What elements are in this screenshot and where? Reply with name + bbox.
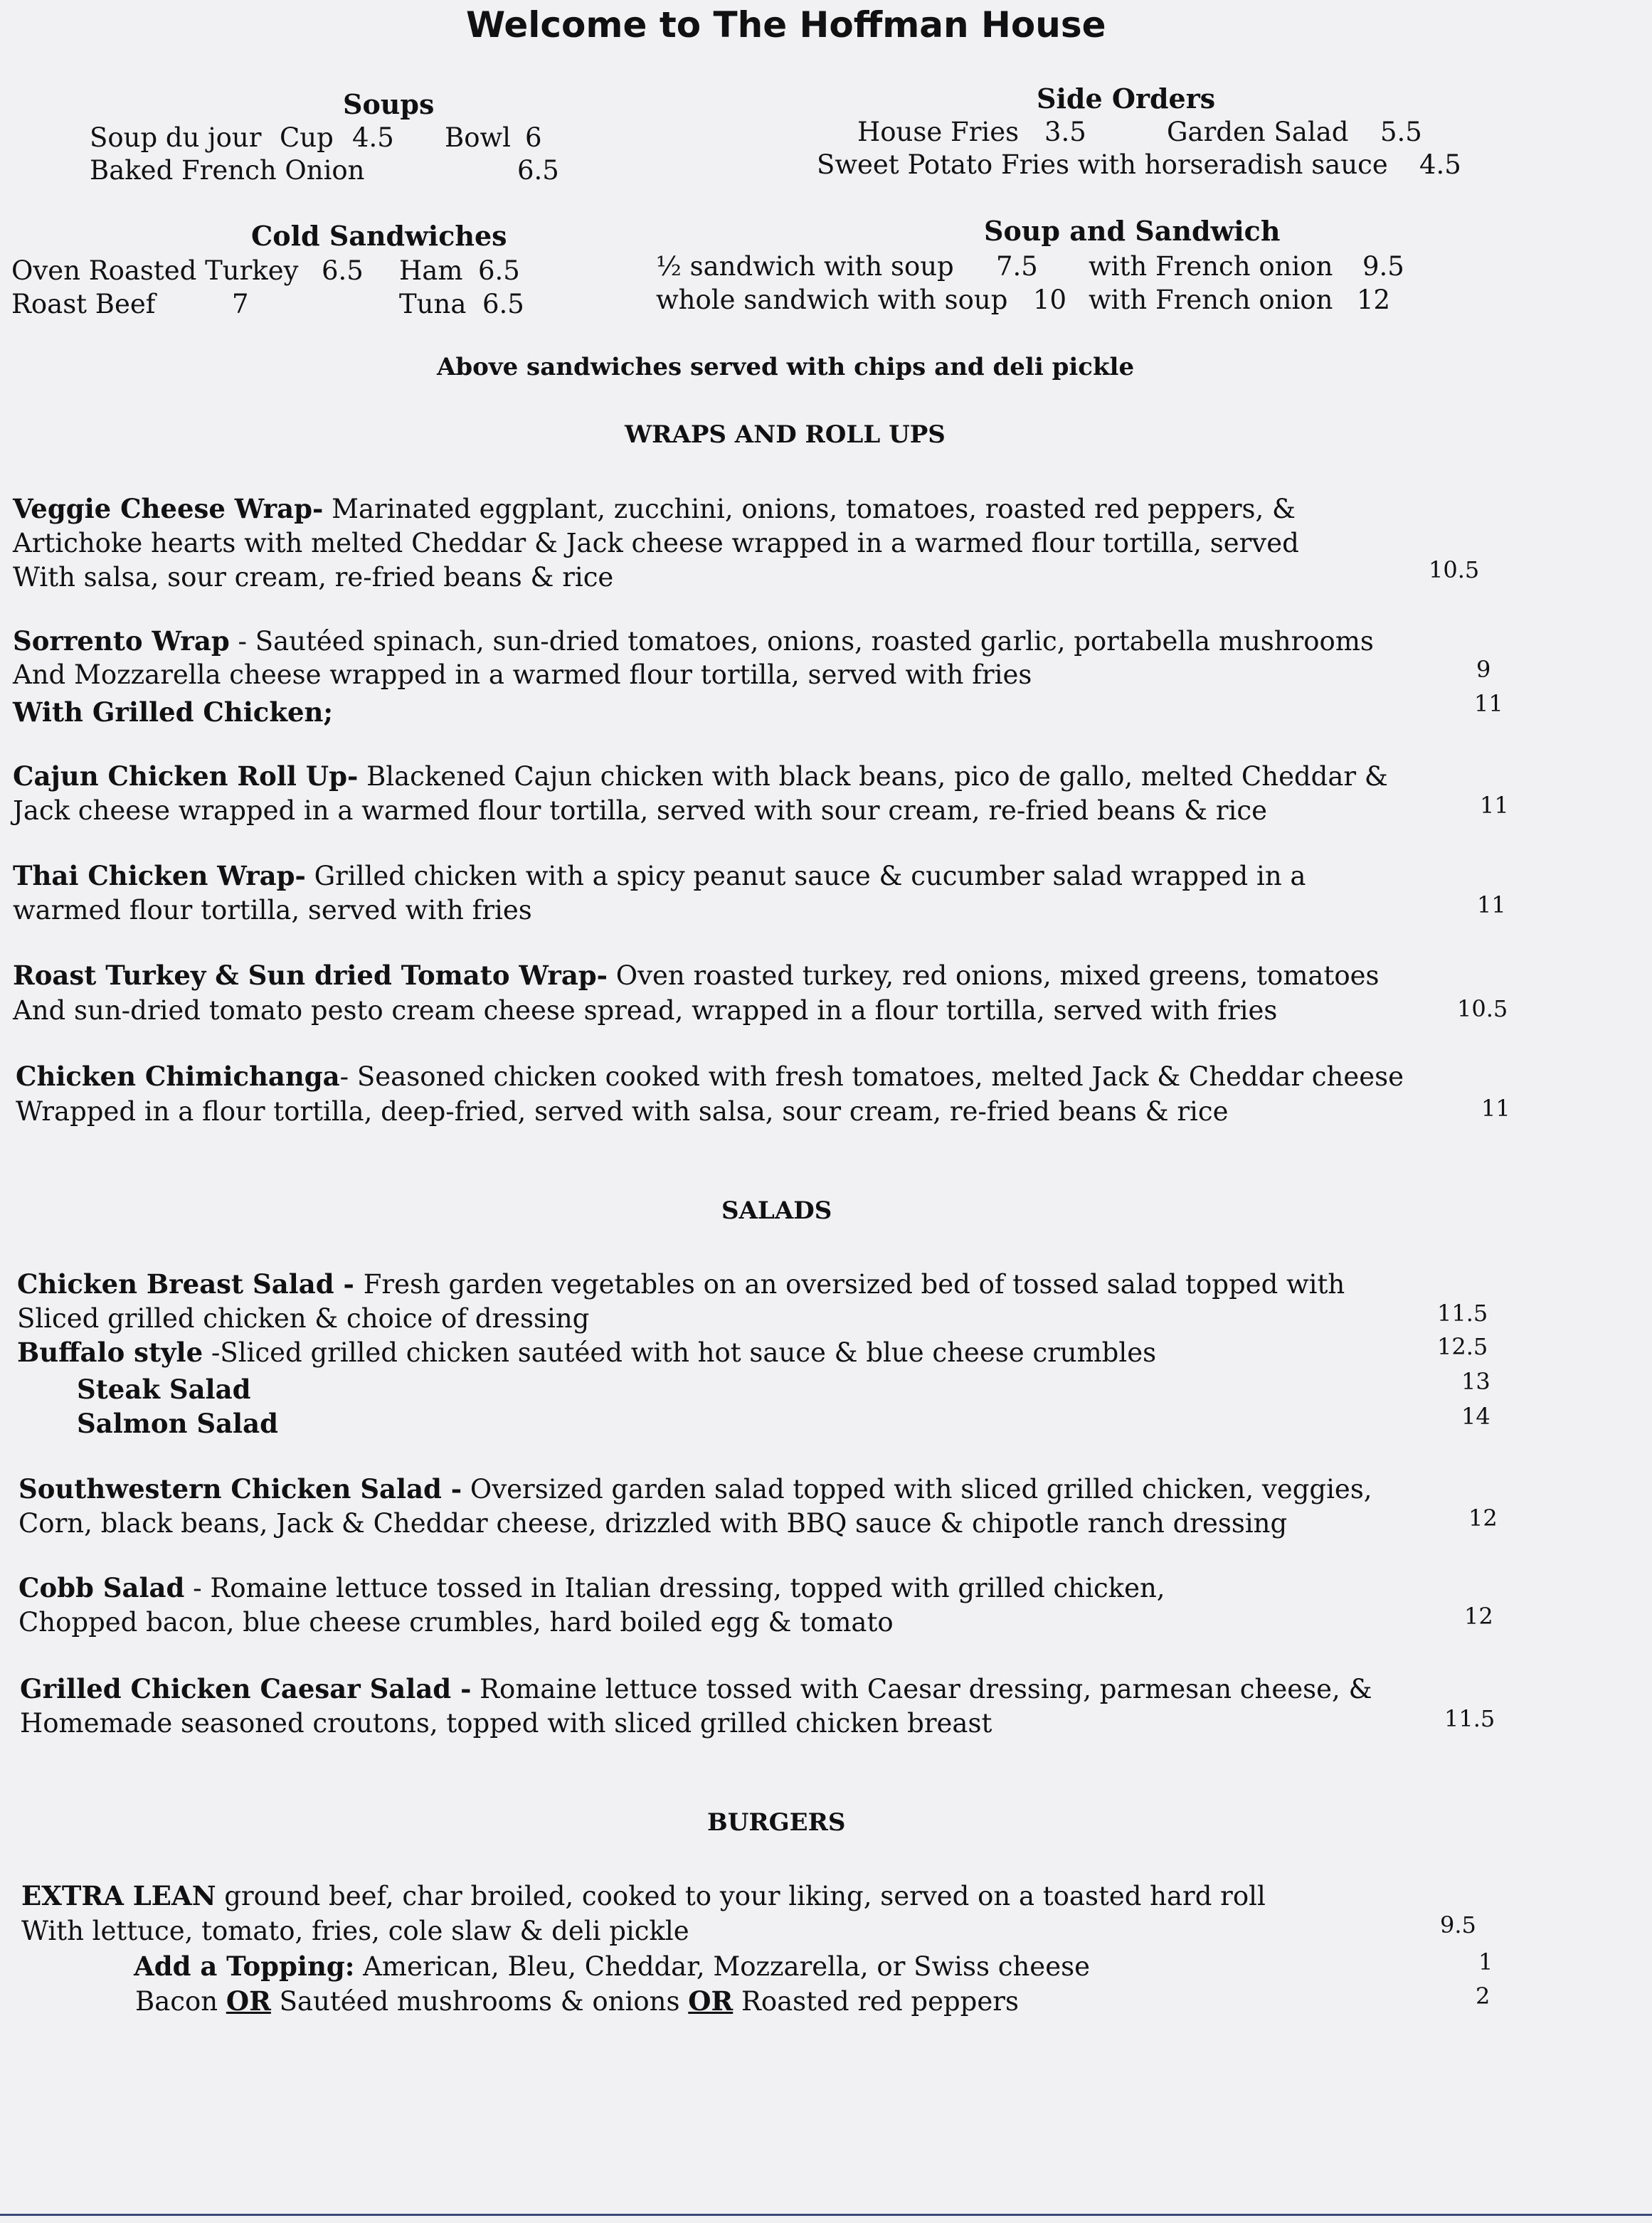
salad-cobb-line2: Chopped bacon, blue cheese crumbles, hard boiled egg & tomato (18, 1607, 894, 1638)
wrap-cajun-price: 11 (1480, 792, 1509, 819)
garden-salad-price: 5.5 (1380, 117, 1422, 147)
wrap-sorrento-addon: With Grilled Chicken; (13, 696, 334, 728)
salad-chicken-breast-desc: Fresh garden vegetables on an oversized bed of tossed salad topped with (363, 1269, 1345, 1300)
house-fries-price: 3.5 (1044, 117, 1086, 147)
burger-or-2: OR (688, 1985, 734, 2017)
salad-cobb-price: 12 (1464, 1603, 1493, 1630)
burger-topping-price: 1 (1478, 1948, 1493, 1975)
salad-chicken-breast-name: Chicken Breast Salad - (17, 1268, 364, 1300)
salad-southwestern-line1 (18, 1473, 1372, 1505)
burger-bacon: Bacon (135, 1986, 226, 2017)
wrap-sorrento-line2: And Mozzarella cheese wrapped in a warmed flour tortilla, served with fries (13, 659, 1032, 690)
wrap-sorrento-addon-price: 11 (1474, 690, 1503, 717)
salad-southwestern-price: 12 (1468, 1505, 1498, 1532)
soup-bowl-price: 6 (525, 122, 542, 153)
wrap-sorrento-name: Sorrento Wrap (13, 625, 230, 657)
soup-du-jour: Soup du jour (90, 122, 262, 153)
salad-steak-name: Steak Salad (77, 1374, 251, 1405)
salad-southwestern-name: Southwestern Chicken Salad - (18, 1473, 462, 1505)
wrap-sorrento-price: 9 (1476, 656, 1491, 683)
wrap-veggie-name: Veggie Cheese Wrap- (13, 493, 324, 524)
whole-sandwich-soup-price: 10 (1033, 285, 1067, 315)
salads-heading: SALADS (721, 1197, 832, 1225)
wrap-veggie-line1 (13, 493, 1296, 524)
side-orders-heading: Side Orders (1037, 83, 1216, 115)
turkey-sandwich-price: 6.5 (322, 255, 364, 286)
wrap-chimichanga-name: Chicken Chimichanga (16, 1061, 340, 1092)
ham-sandwich-price: 6.5 (478, 255, 520, 286)
whole-sandwich-soup: whole sandwich with soup (656, 285, 1008, 315)
burger-line2: With lettuce, tomato, fries, cole slaw & deli pickle (21, 1916, 689, 1946)
whole-sandwich-french-onion-price: 12 (1357, 285, 1391, 315)
burger-price: 9.5 (1440, 1911, 1476, 1938)
salad-buffalo-desc: -Sliced grilled chicken sautéed with hot sauce & blue cheese crumbles (203, 1337, 1157, 1368)
salad-caesar-line1 (20, 1673, 1372, 1704)
wrap-veggie-price: 10.5 (1429, 556, 1480, 583)
wrap-thai-line2: warmed flour tortilla, served with fries (13, 895, 532, 925)
salad-cobb-name: Cobb Salad (18, 1572, 185, 1603)
soup-cup-price: 4.5 (352, 122, 394, 153)
wrap-sorrento-line1 (13, 625, 1374, 657)
salad-steak-price: 13 (1461, 1368, 1490, 1395)
half-sandwich-french-onion: with French onion (1089, 251, 1333, 282)
half-sandwich-soup: ½ sandwich with soup (656, 251, 954, 282)
salad-buffalo-price: 12.5 (1437, 1333, 1488, 1360)
house-fries: House Fries (857, 117, 1020, 147)
wrap-chimichanga-desc: - Seasoned chicken cooked with fresh tomatoes, melted Jack & Cheddar cheese (339, 1061, 1404, 1092)
burger-peppers: Roasted red peppers (733, 1986, 1019, 2017)
salad-caesar-desc: Romaine lettuce tossed with Caesar dressing, parmesan cheese, & (471, 1674, 1372, 1704)
wrap-veggie-line2: Artichoke hearts with melted Cheddar & Jack cheese wrapped in a warmed flour tortilla, served (13, 528, 1299, 558)
burger-desc: ground beef, char broiled, cooked to your liking, served on a toasted hard roll (216, 1881, 1266, 1911)
salad-cobb-line1 (18, 1572, 1165, 1603)
wrap-turkey-desc: Oven roasted turkey, red onions, mixed greens, tomatoes (608, 960, 1380, 991)
cold-sandwiches-heading: Cold Sandwiches (251, 220, 507, 252)
wrap-thai-desc: Grilled chicken with a spicy peanut sauce & cucumber salad wrapped in a (305, 861, 1306, 891)
garden-salad: Garden Salad (1167, 117, 1349, 147)
burger-topping-line (134, 1953, 1090, 1980)
soup-bowl-label: Bowl (445, 122, 511, 153)
soups-heading: Soups (343, 88, 435, 120)
salad-salmon-name: Salmon Salad (77, 1408, 278, 1439)
half-sandwich-soup-price: 7.5 (996, 251, 1038, 282)
wrap-cajun-name: Cajun Chicken Roll Up- (13, 760, 359, 792)
wrap-veggie-line3: With salsa, sour cream, re-fried beans & rice (13, 562, 614, 593)
wrap-thai-line1 (13, 860, 1306, 891)
sweet-potato-fries: Sweet Potato Fries with horseradish sauce (817, 149, 1388, 180)
wrap-thai-price: 11 (1477, 891, 1506, 918)
burger-or-1: OR (226, 1985, 271, 2017)
salad-caesar-name: Grilled Chicken Caesar Salad - (20, 1673, 472, 1704)
wrap-cajun-desc: Blackened Cajun chicken with black beans, pico de gallo, melted Cheddar & (358, 761, 1388, 792)
wrap-veggie-desc: Marinated eggplant, zucchini, onions, tomatoes, roasted red peppers, & (323, 494, 1296, 524)
wraps-heading: WRAPS AND ROLL UPS (625, 420, 946, 449)
salad-cobb-desc: - Romaine lettuce tossed in Italian dressing, topped with grilled chicken, (184, 1573, 1165, 1603)
salad-chicken-breast-price: 11.5 (1437, 1300, 1488, 1327)
turkey-sandwich: Oven Roasted Turkey (11, 255, 299, 286)
burger-topping-label: Add a Topping: (134, 1951, 355, 1982)
sweet-potato-fries-price: 4.5 (1419, 149, 1461, 180)
burger-premium-line (135, 1985, 1019, 2017)
burger-mushrooms: Sautéed mushrooms & onions (270, 1986, 689, 2017)
salad-chicken-breast-line1 (17, 1268, 1345, 1300)
wrap-chimichanga-price: 11 (1481, 1095, 1510, 1122)
wrap-turkey-price: 10.5 (1457, 995, 1508, 1022)
salad-southwestern-line2: Corn, black beans, Jack & Cheddar cheese, drizzled with BBQ sauce & chipotle ranch dressing (18, 1508, 1288, 1539)
wrap-sorrento-desc: - Sautéed spinach, sun-dried tomatoes, onions, roasted garlic, portabella mushrooms (229, 626, 1374, 657)
half-sandwich-french-onion-price: 9.5 (1362, 251, 1404, 282)
wrap-turkey-line2: And sun-dried tomato pesto cream cheese spread, wrapped in a flour tortilla, served with fries (13, 995, 1278, 1026)
tuna-sandwich: Tuna (399, 289, 467, 319)
roast-beef-sandwich: Roast Beef (11, 289, 156, 319)
ham-sandwich: Ham (399, 255, 463, 286)
wrap-cajun-line1 (13, 760, 1388, 792)
wrap-thai-name: Thai Chicken Wrap- (13, 860, 306, 891)
salad-caesar-line2: Homemade seasoned croutons, topped with sliced grilled chicken breast (20, 1708, 992, 1739)
salad-buffalo-line1 (17, 1339, 1156, 1366)
soup-sandwich-heading: Soup and Sandwich (984, 215, 1281, 247)
wrap-chimichanga-line2: Wrapped in a flour tortilla, deep-fried, served with salsa, sour cream, re-fried beans & rice (16, 1096, 1229, 1127)
salad-chicken-breast-line2: Sliced grilled chicken & choice of dressing (17, 1303, 590, 1334)
sandwich-note: Above sandwiches served with chips and deli pickle (437, 353, 1135, 381)
wrap-turkey-name: Roast Turkey & Sun dried Tomato Wrap- (13, 960, 608, 991)
burger-name: EXTRA LEAN (21, 1880, 216, 1911)
wrap-chimichanga-line1 (16, 1063, 1404, 1090)
soup-french-onion: Baked French Onion (90, 155, 365, 186)
wrap-turkey-line1 (13, 962, 1380, 989)
salad-caesar-price: 11.5 (1444, 1705, 1495, 1732)
whole-sandwich-french-onion: with French onion (1089, 285, 1333, 315)
soup-cup-label: Cup (280, 122, 334, 153)
salad-southwestern-desc: Oversized garden salad topped with sliced grilled chicken, veggies, (462, 1474, 1372, 1505)
salad-buffalo-name: Buffalo style (17, 1337, 203, 1368)
tuna-sandwich-price: 6.5 (482, 289, 524, 319)
burger-topping-options: American, Bleu, Cheddar, Mozzarella, or Swiss cheese (354, 1951, 1090, 1982)
soup-french-onion-price: 6.5 (517, 155, 559, 186)
wrap-cajun-line2: Jack cheese wrapped in a warmed flour tortilla, served with sour cream, re-fried beans & rice (13, 795, 1268, 826)
page-bottom-edge (0, 2214, 1652, 2216)
roast-beef-sandwich-price: 7 (232, 289, 249, 319)
page-title: Welcome to The Hoffman House (466, 4, 1106, 46)
burger-line1 (21, 1880, 1266, 1911)
burgers-heading: BURGERS (707, 1808, 846, 1837)
salad-salmon-price: 14 (1461, 1403, 1490, 1430)
burger-premium-price: 2 (1476, 1983, 1490, 2010)
